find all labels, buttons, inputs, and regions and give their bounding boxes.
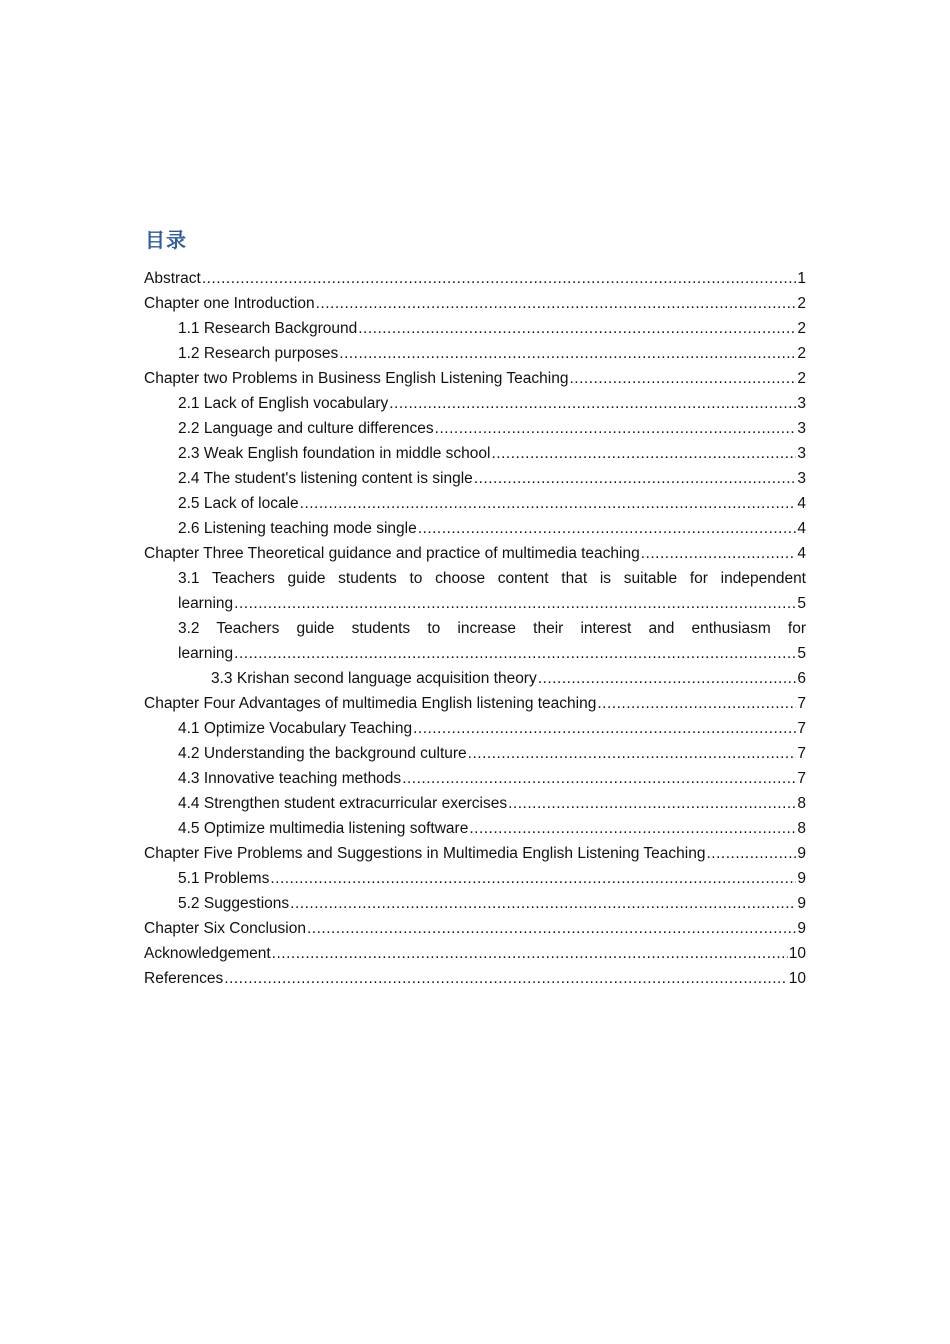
toc-entry-page: 10 bbox=[788, 945, 806, 962]
toc-entry-chapter-three[interactable] bbox=[144, 541, 806, 566]
toc-entry-page: 1 bbox=[797, 270, 806, 287]
dot-leader bbox=[300, 491, 797, 516]
toc-entry-page: 8 bbox=[797, 795, 806, 812]
dot-leader bbox=[316, 291, 797, 316]
toc-entry-title: Chapter Four Advantages of multimedia English listening teaching bbox=[144, 695, 597, 712]
toc-entry-title: 2.3 Weak English foundation in middle school bbox=[178, 445, 491, 462]
toc-entry-4-4[interactable] bbox=[144, 791, 806, 816]
toc-entry-chapter-five[interactable] bbox=[144, 841, 806, 866]
toc-entry-page: 3 bbox=[797, 470, 806, 487]
toc-entry-page: 7 bbox=[797, 770, 806, 787]
dot-leader bbox=[202, 266, 797, 291]
dot-leader bbox=[435, 416, 797, 441]
dot-leader bbox=[469, 816, 796, 841]
dot-leader bbox=[597, 691, 796, 716]
toc-entry-page: 2 bbox=[797, 295, 806, 312]
toc-entry-3-2[interactable] bbox=[144, 616, 806, 666]
toc-entry-abstract[interactable] bbox=[144, 266, 806, 291]
toc-entry-title: 2.5 Lack of locale bbox=[178, 495, 299, 512]
toc-entry-page: 7 bbox=[797, 695, 806, 712]
dot-leader bbox=[234, 641, 796, 666]
toc-entry-page: 4 bbox=[797, 545, 806, 562]
toc-entry-acknowledgement[interactable] bbox=[144, 941, 806, 966]
toc-entry-chapter-six[interactable] bbox=[144, 916, 806, 941]
dot-leader bbox=[402, 766, 796, 791]
toc-entry-title: 1.2 Research purposes bbox=[178, 345, 339, 362]
dot-leader bbox=[508, 791, 796, 816]
toc-entry-title: 4.4 Strengthen student extracurricular exercises bbox=[178, 795, 508, 812]
toc-entry-2-1[interactable] bbox=[144, 391, 806, 416]
dot-leader bbox=[234, 591, 796, 616]
toc-entry-3-3[interactable] bbox=[144, 666, 806, 691]
dot-leader bbox=[538, 666, 797, 691]
toc-entry-title: 4.3 Innovative teaching methods bbox=[178, 770, 402, 787]
toc-entry-title-line2: learning bbox=[178, 645, 234, 662]
dot-leader bbox=[492, 441, 797, 466]
table-of-contents bbox=[144, 266, 806, 991]
toc-entry-4-2[interactable] bbox=[144, 741, 806, 766]
toc-entry-page: 3 bbox=[797, 395, 806, 412]
toc-entry-4-3[interactable] bbox=[144, 766, 806, 791]
toc-entry-page: 5 bbox=[797, 595, 806, 612]
toc-entry-title: 4.1 Optimize Vocabulary Teaching bbox=[178, 720, 413, 737]
toc-entry-title: Acknowledgement bbox=[144, 945, 271, 962]
dot-leader bbox=[468, 741, 797, 766]
toc-entry-title: 2.4 The student's listening content is single bbox=[178, 470, 473, 487]
toc-entry-title: Chapter two Problems in Business English Listening Teaching bbox=[144, 370, 569, 387]
toc-entry-page: 8 bbox=[797, 820, 806, 837]
toc-entry-title: 2.1 Lack of English vocabulary bbox=[178, 395, 389, 412]
toc-heading: 目录 bbox=[145, 228, 187, 252]
toc-entry-title: 1.1 Research Background bbox=[178, 320, 358, 337]
toc-entry-2-5[interactable] bbox=[144, 491, 806, 516]
toc-entry-title-line1: 3.2 Teachers guide students to increase their interest and enthusiasm for bbox=[178, 620, 806, 637]
toc-entry-title: 2.2 Language and culture differences bbox=[178, 420, 434, 437]
toc-entry-chapter-two[interactable] bbox=[144, 366, 806, 391]
toc-entry-page: 4 bbox=[797, 520, 806, 537]
toc-entry-4-1[interactable] bbox=[144, 716, 806, 741]
toc-entry-2-6[interactable] bbox=[144, 516, 806, 541]
toc-entry-page: 9 bbox=[797, 870, 806, 887]
toc-entry-title-line2: learning bbox=[178, 595, 234, 612]
toc-entry-2-4[interactable] bbox=[144, 466, 806, 491]
dot-leader bbox=[474, 466, 797, 491]
toc-entry-page: 7 bbox=[797, 720, 806, 737]
toc-entry-5-2[interactable] bbox=[144, 891, 806, 916]
toc-entry-title: 3.3 Krishan second language acquisition theory bbox=[211, 670, 537, 687]
toc-entry-title: 4.5 Optimize multimedia listening software bbox=[178, 820, 469, 837]
toc-entry-4-5[interactable] bbox=[144, 816, 806, 841]
toc-entry-title: Chapter one Introduction bbox=[144, 295, 315, 312]
toc-entry-title: 2.6 Listening teaching mode single bbox=[178, 520, 417, 537]
toc-entry-title: References bbox=[144, 970, 224, 987]
toc-entry-title: Chapter Five Problems and Suggestions in Multimedia English Listening Teaching bbox=[144, 845, 706, 862]
toc-entry-page: 2 bbox=[797, 320, 806, 337]
dot-leader bbox=[569, 366, 796, 391]
dot-leader bbox=[270, 866, 796, 891]
toc-entry-1-2[interactable] bbox=[144, 341, 806, 366]
toc-entry-2-2[interactable] bbox=[144, 416, 806, 441]
toc-entry-1-1[interactable] bbox=[144, 316, 806, 341]
toc-entry-page: 9 bbox=[797, 845, 806, 862]
dot-leader bbox=[339, 341, 796, 366]
dot-leader bbox=[290, 891, 796, 916]
toc-entry-title: Abstract bbox=[144, 270, 201, 287]
dot-leader bbox=[413, 716, 796, 741]
toc-entry-page: 3 bbox=[797, 445, 806, 462]
toc-entry-page: 2 bbox=[797, 345, 806, 362]
dot-leader bbox=[272, 941, 788, 966]
toc-entry-page: 4 bbox=[797, 495, 806, 512]
dot-leader bbox=[224, 966, 787, 991]
toc-entry-page: 6 bbox=[797, 670, 806, 687]
toc-entry-5-1[interactable] bbox=[144, 866, 806, 891]
toc-entry-title: 5.2 Suggestions bbox=[178, 895, 290, 912]
toc-entry-page: 2 bbox=[797, 370, 806, 387]
dot-leader bbox=[389, 391, 796, 416]
dot-leader bbox=[307, 916, 796, 941]
toc-entry-title: Chapter Six Conclusion bbox=[144, 920, 306, 937]
dot-leader bbox=[358, 316, 796, 341]
toc-entry-page: 9 bbox=[797, 895, 806, 912]
toc-entry-page: 5 bbox=[797, 645, 806, 662]
toc-entry-3-1[interactable] bbox=[144, 566, 806, 616]
toc-entry-title-line1: 3.1 Teachers guide students to choose content that is suitable for independent bbox=[178, 570, 806, 587]
toc-entry-2-3[interactable] bbox=[144, 441, 806, 466]
toc-entry-references[interactable] bbox=[144, 966, 806, 991]
toc-entry-page: 7 bbox=[797, 745, 806, 762]
dot-leader bbox=[418, 516, 797, 541]
toc-entry-page: 10 bbox=[788, 970, 806, 987]
toc-entry-chapter-four[interactable] bbox=[144, 691, 806, 716]
toc-entry-chapter-one[interactable] bbox=[144, 291, 806, 316]
toc-entry-page: 9 bbox=[797, 920, 806, 937]
toc-entry-title: 5.1 Problems bbox=[178, 870, 270, 887]
toc-entry-page: 3 bbox=[797, 420, 806, 437]
toc-entry-title: Chapter Three Theoretical guidance and practice of multimedia teaching bbox=[144, 545, 640, 562]
toc-entry-title: 4.2 Understanding the background culture bbox=[178, 745, 467, 762]
dot-leader bbox=[706, 841, 796, 866]
dot-leader bbox=[641, 541, 797, 566]
